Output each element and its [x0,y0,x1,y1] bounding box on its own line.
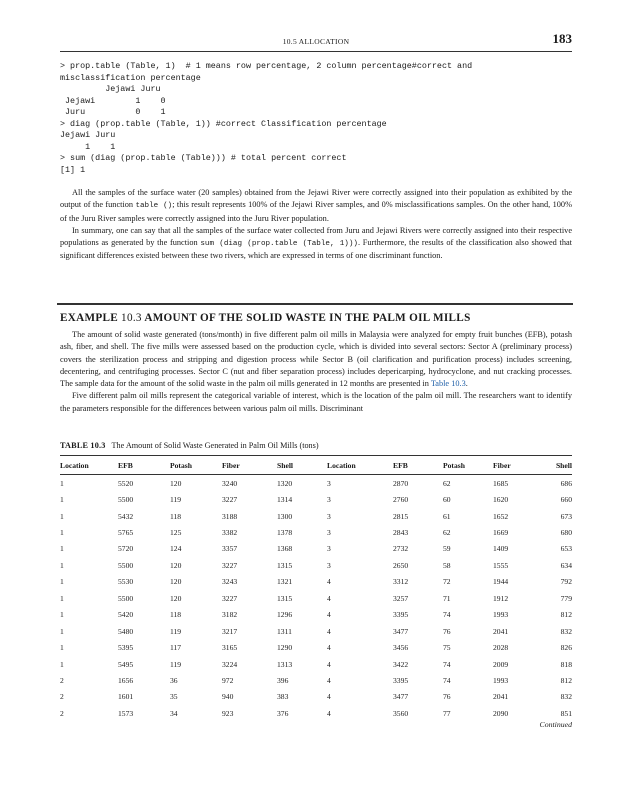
table-cell: 1368 [277,544,293,554]
table-cell: 2843 [393,528,409,538]
column-header: Shell [543,456,572,475]
table-cell: 1311 [277,626,292,636]
table-cell: 4 [327,659,331,669]
column-header: Potash [170,456,222,475]
table-row [60,590,572,606]
table-cell: 1 [60,626,64,636]
table-cell: 3 [327,544,331,554]
column-header: EFB [118,456,170,475]
table-cell: 3382 [222,528,238,538]
inline-code: sum (diag (prop.table (Table, 1))) [200,240,358,249]
table-cell: 1 [60,528,64,538]
table-cell: 5520 [118,478,134,488]
table-cell: 75 [443,643,451,653]
table-cell: 376 [277,708,289,718]
table-cell: 35 [170,692,178,702]
table-cell: 923 [222,708,234,718]
table-cell: 4 [327,593,331,603]
table-cell: 1669 [493,528,509,538]
table-cell: 3357 [222,544,238,554]
table-cell: 2028 [493,643,509,653]
table-cell: 2815 [393,511,409,521]
table-cell: 1944 [493,577,509,587]
table-cell: 5530 [118,577,134,587]
paragraph: All the samples of the surface water (20 samples) obtained from the Jejawi River were correctly assigned into their population as exhibited by the output of the function table (); this result represents 100% of the Jejawi River samples, and 0% misclassifications samples. On the other hand, 100% of the Juru River samples were correctly assigned into the Juru River population. [60,188,572,223]
table-cell: 779 [560,593,572,603]
table-cell: 2732 [393,544,409,554]
table-cell: 2 [60,692,64,702]
table-cell: 1409 [493,544,509,554]
table-cell: 74 [443,659,451,669]
table-cell: 1315 [277,560,293,570]
waste-table [60,455,572,722]
table-cell: 5395 [118,643,134,653]
table-cell: 3224 [222,659,238,669]
table-cell: 1993 [493,675,509,685]
table-cell: 2090 [493,708,509,718]
table-cell: 3240 [222,478,238,488]
table-cell: 4 [327,692,331,702]
table-cell: 940 [222,692,234,702]
table-cell: 1 [60,610,64,620]
table-cell: 117 [170,643,182,653]
table-row [60,524,572,540]
table-cell: 1314 [277,495,293,505]
table-cell: 3422 [393,659,409,669]
table-cell: 125 [170,528,182,538]
table-cell: 792 [560,577,572,587]
table-cell: 851 [560,708,572,718]
table-cell: 77 [443,708,451,718]
table-cell: 1313 [277,659,293,669]
table-cell: 71 [443,593,451,603]
table-cell: 3182 [222,610,238,620]
table-cell: 124 [170,544,182,554]
table-cell: 119 [170,626,182,636]
table-row [60,475,572,492]
table-row [60,639,572,655]
table-cell: 832 [560,692,572,702]
continued-label: Continued [539,720,572,729]
table-link[interactable]: Table 10.3 [430,379,466,389]
table-cell: 972 [222,675,234,685]
code-line: > diag (prop.table (Table, 1)) #correct Classification percentage [60,118,387,129]
table-cell: 2 [60,675,64,685]
table-cell: 826 [560,643,572,653]
table-cell: 5500 [118,495,134,505]
table-row [60,508,572,524]
table-cell: 34 [170,708,178,718]
table-cell: 2 [60,708,64,718]
body-text-1 [60,187,572,263]
table-cell: 119 [170,659,182,669]
table-cell: 1300 [277,511,293,521]
table-cell: 2760 [393,495,409,505]
table-row [60,672,572,688]
table-caption: TABLE 10.3 The Amount of Solid Waste Generated in Palm Oil Mills (tons) [60,441,319,450]
table-cell: 4 [327,643,331,653]
table-cell: 653 [560,544,572,554]
code-line: [1] 1 [60,164,86,175]
column-header: Potash [443,456,493,475]
table-cell: 1378 [277,528,293,538]
table-cell: 1315 [277,593,293,603]
table-cell: 1296 [277,610,293,620]
table-cell: 686 [560,478,572,488]
table-cell: 4 [327,610,331,620]
code-line: Jejawi Juru [60,130,116,140]
table-cell: 1 [60,511,64,521]
table-row [60,541,572,557]
table-cell: 1685 [493,478,509,488]
table-cell: 3257 [393,593,409,603]
table-cell: 3 [327,478,331,488]
column-header: Fiber [493,456,543,475]
table-cell: 5495 [118,659,134,669]
table-cell: 4 [327,626,331,636]
table-cell: 1993 [493,610,509,620]
column-header: EFB [393,456,443,475]
table-cell: 3227 [222,593,238,603]
table-cell: 118 [170,610,182,620]
table-cell: 1 [60,643,64,653]
example-heading: EXAMPLE 10.3 AMOUNT OF THE SOLID WASTE IN THE PALM OIL MILLS [60,312,471,324]
table-cell: 1573 [118,708,134,718]
table-cell: 36 [170,675,178,685]
table-cell: 61 [443,511,451,521]
table-row [60,623,572,639]
code-line: Juru 0 1 [60,107,166,117]
table-cell: 3 [327,528,331,538]
table-cell: 1321 [277,577,293,587]
table-cell: 1912 [493,593,509,603]
table-cell: 5432 [118,511,134,521]
column-header: Shell [277,456,327,475]
table-row [60,705,572,721]
table-cell: 660 [560,495,572,505]
code-line: Jejawi Juru [60,84,161,94]
table-cell: 1620 [493,495,509,505]
table-row [60,557,572,573]
table-cell: 1 [60,478,64,488]
column-header: Location [60,456,118,475]
table-cell: 3227 [222,560,238,570]
table-cell: 3165 [222,643,238,653]
table-cell: 120 [170,560,182,570]
table-cell: 3477 [393,692,409,702]
table-cell: 4 [327,675,331,685]
table-cell: 3395 [393,610,409,620]
code-line: misclassification percentage [60,72,201,83]
table-row [60,689,572,705]
table-cell: 383 [277,692,289,702]
paragraph: The amount of solid waste generated (tons/month) in five different palm oil mills in Malaysia were analyzed for empty fruit bunches (EFB), potash ash, fiber, and shell. The five mills were assessed based on the production cycle, which is divided into several sectors: Sector A (preliminary process) covers the sterilization process and stripping and digestion process while Sector B (oil clarification and purification process) includes screening, decentering, and centrifuging processes. Sector C (nut and fiber separation process) includes depericarping, hydrocyclone, and nut cracking processes. The sample data for the amount of the solid waste in the palm oil mills generated in 12 months are presented in Table 10.3. [60,330,572,389]
table-cell: 396 [277,675,289,685]
table-cell: 5420 [118,610,134,620]
table-cell: 4 [327,577,331,587]
table-cell: 673 [560,511,572,521]
table-cell: 680 [560,528,572,538]
table-cell: 62 [443,478,451,488]
table-cell: 3 [327,560,331,570]
table-cell: 1320 [277,478,293,488]
r-code-block [60,61,580,176]
table-row [60,656,572,672]
section-rule [57,303,573,305]
code-line: > prop.table (Table, 1) # 1 means row percentage, 2 column percentage#correct and [60,61,473,71]
table-cell: 76 [443,692,451,702]
table-cell: 5500 [118,560,134,570]
column-header: Location [327,456,393,475]
table-cell: 2041 [493,692,509,702]
table-cell: 1 [60,659,64,669]
table-cell: 1601 [118,692,134,702]
table-cell: 3188 [222,511,238,521]
table-body [60,475,572,722]
table-cell: 3456 [393,643,409,653]
table-cell: 5765 [118,528,134,538]
table-row [60,607,572,623]
code-line: 1 1 [60,141,116,152]
table-cell: 119 [170,495,182,505]
table-cell: 1656 [118,675,134,685]
table-cell: 1652 [493,511,509,521]
page-number: 183 [552,31,572,46]
body-text-2 [60,329,572,415]
table-cell: 3560 [393,708,409,718]
table-cell: 3243 [222,577,238,587]
running-header [60,31,572,52]
table-cell: 120 [170,478,182,488]
table-cell: 118 [170,511,182,521]
table-cell: 72 [443,577,451,587]
inline-code: table () [135,202,173,211]
table-cell: 3 [327,511,331,521]
table-cell: 5480 [118,626,134,636]
table-cell: 2870 [393,478,409,488]
table-cell: 818 [560,659,572,669]
table-cell: 60 [443,495,451,505]
table-cell: 1555 [493,560,509,570]
table-cell: 812 [560,675,572,685]
table-cell: 74 [443,610,451,620]
table-cell: 5720 [118,544,134,554]
table-cell: 3227 [222,495,238,505]
table-cell: 3395 [393,675,409,685]
table-cell: 62 [443,528,451,538]
table-cell: 3477 [393,626,409,636]
paragraph: In summary, one can say that all the samples of the surface water collected from Juru and Jejawi Rivers were correctly assigned into their respective populations as generated by the function sum (diag (prop.table (Table, 1))). Furthermore, the results of the classification also showed that significant differences existed between these two rivers, which are expressed in terms of one discriminant function. [60,225,572,261]
table-cell: 1290 [277,643,293,653]
table-row [60,491,572,507]
table-cell: 5500 [118,593,134,603]
table-cell: 2650 [393,560,409,570]
table-cell: 59 [443,544,451,554]
code-line: > sum (diag (prop.table (Table))) # total percent correct [60,153,347,163]
table-cell: 2009 [493,659,509,669]
table-cell: 1 [60,593,64,603]
table-cell: 1 [60,577,64,587]
table-cell: 74 [443,675,451,685]
table-cell: 812 [560,610,572,620]
paragraph: Five different palm oil mills represent the categorical variable of interest, which is the location of the palm oil mill. The researchers want to identify the parameters responsible for the differences between various palm oil mills. Discriminant [60,391,572,413]
table-cell: 4 [327,708,331,718]
table-cell: 120 [170,577,182,587]
table-cell: 1 [60,560,64,570]
table-cell: 120 [170,593,182,603]
table-cell: 1 [60,495,64,505]
table-cell: 3217 [222,626,238,636]
table-row [60,574,572,590]
table-cell: 3312 [393,577,409,587]
table-cell: 58 [443,560,451,570]
table-cell: 1 [60,544,64,554]
table-cell: 832 [560,626,572,636]
table-header-row [60,456,572,475]
table-cell: 76 [443,626,451,636]
table-cell: 634 [560,560,572,570]
column-header: Fiber [222,456,277,475]
section-title: 10.5 ALLOCATION [282,37,350,46]
table-cell: 3 [327,495,331,505]
code-line: Jejawi 1 0 [60,95,166,106]
table-cell: 2041 [493,626,509,636]
